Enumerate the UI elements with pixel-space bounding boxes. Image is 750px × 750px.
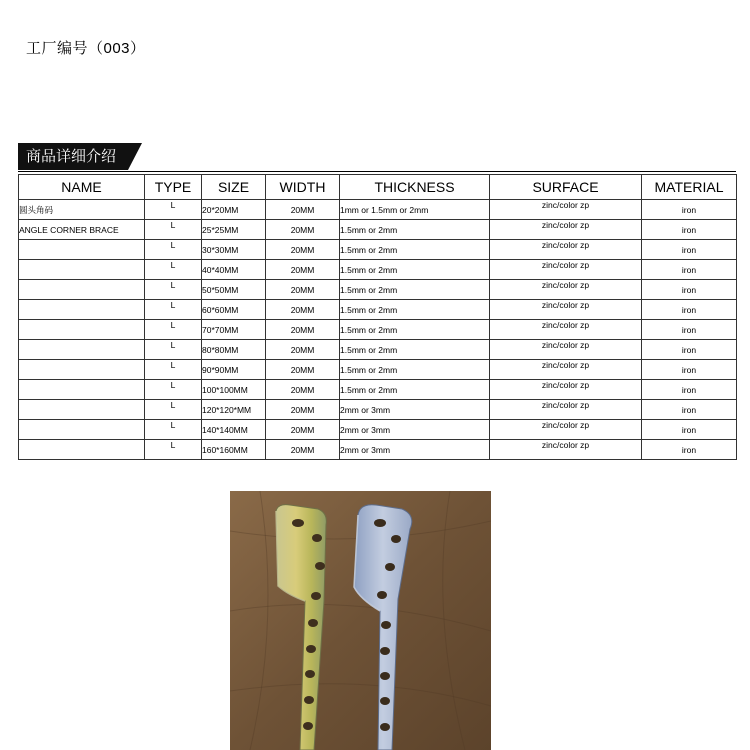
- cell-surface: zinc/color zp: [490, 220, 642, 240]
- cell-surface: zinc/color zp: [490, 240, 642, 260]
- cell-name: [19, 300, 145, 320]
- cell-material: iron: [642, 320, 737, 340]
- cell-surface: zinc/color zp: [490, 380, 642, 400]
- cell-name: [19, 440, 145, 460]
- cell-name: [19, 340, 145, 360]
- header-material: MATERIAL: [642, 175, 737, 200]
- cell-name: [19, 240, 145, 260]
- cell-width: 20MM: [266, 320, 340, 340]
- cell-material: iron: [642, 420, 737, 440]
- cell-type: L: [145, 360, 202, 380]
- cell-size: 30*30MM: [202, 240, 266, 260]
- cell-size: 60*60MM: [202, 300, 266, 320]
- cell-material: iron: [642, 300, 737, 320]
- cell-thickness: 1.5mm or 2mm: [340, 260, 490, 280]
- cell-type: L: [145, 300, 202, 320]
- cell-name: [19, 420, 145, 440]
- cell-size: 100*100MM: [202, 380, 266, 400]
- cell-surface: zinc/color zp: [490, 440, 642, 460]
- cell-thickness: 1.5mm or 2mm: [340, 280, 490, 300]
- cell-name: ANGLE CORNER BRACE: [19, 220, 145, 240]
- cell-type: L: [145, 420, 202, 440]
- cell-name: [19, 320, 145, 340]
- cell-surface: zinc/color zp: [490, 260, 642, 280]
- cell-name: [19, 360, 145, 380]
- cell-type: L: [145, 260, 202, 280]
- cell-size: 20*20MM: [202, 200, 266, 220]
- cell-material: iron: [642, 440, 737, 460]
- cell-surface: zinc/color zp: [490, 300, 642, 320]
- cell-thickness: 1.5mm or 2mm: [340, 240, 490, 260]
- cell-material: iron: [642, 260, 737, 280]
- cell-material: iron: [642, 380, 737, 400]
- cell-name: [19, 280, 145, 300]
- cell-size: 90*90MM: [202, 360, 266, 380]
- cell-thickness: 1.5mm or 2mm: [340, 380, 490, 400]
- spec-table: [18, 174, 737, 460]
- cell-width: 20MM: [266, 200, 340, 220]
- cell-material: iron: [642, 400, 737, 420]
- table-header-row: [19, 175, 737, 200]
- header-name: NAME: [19, 175, 145, 200]
- cell-surface: zinc/color zp: [490, 400, 642, 420]
- cell-size: 140*140MM: [202, 420, 266, 440]
- cell-size: 70*70MM: [202, 320, 266, 340]
- cell-type: L: [145, 400, 202, 420]
- table-row: [19, 280, 737, 300]
- cell-surface: zinc/color zp: [490, 320, 642, 340]
- table-row: [19, 440, 737, 460]
- cell-type: L: [145, 220, 202, 240]
- cell-thickness: 1.5mm or 2mm: [340, 220, 490, 240]
- table-row: [19, 320, 737, 340]
- cell-surface: zinc/color zp: [490, 360, 642, 380]
- cell-thickness: 1.5mm or 2mm: [340, 360, 490, 380]
- cell-type: L: [145, 340, 202, 360]
- cell-thickness: 2mm or 3mm: [340, 400, 490, 420]
- table-row: [19, 400, 737, 420]
- cell-material: iron: [642, 340, 737, 360]
- table-row: [19, 380, 737, 400]
- cell-width: 20MM: [266, 440, 340, 460]
- cell-surface: zinc/color zp: [490, 280, 642, 300]
- table-row: [19, 260, 737, 280]
- cell-name: [19, 260, 145, 280]
- cell-width: 20MM: [266, 380, 340, 400]
- cell-surface: zinc/color zp: [490, 420, 642, 440]
- cell-type: L: [145, 320, 202, 340]
- cell-width: 20MM: [266, 300, 340, 320]
- header-thickness: THICKNESS: [340, 175, 490, 200]
- cell-thickness: 1.5mm or 2mm: [340, 320, 490, 340]
- section-title: 商品详细介绍: [18, 143, 128, 170]
- table-row: [19, 200, 737, 220]
- cell-width: 20MM: [266, 220, 340, 240]
- cell-size: 25*25MM: [202, 220, 266, 240]
- table-row: [19, 240, 737, 260]
- cell-type: L: [145, 380, 202, 400]
- section-header: [18, 143, 736, 172]
- cell-material: iron: [642, 200, 737, 220]
- cell-width: 20MM: [266, 240, 340, 260]
- header-size: SIZE: [202, 175, 266, 200]
- header-type: TYPE: [145, 175, 202, 200]
- table-row: [19, 340, 737, 360]
- cell-width: 20MM: [266, 400, 340, 420]
- cell-thickness: 1mm or 1.5mm or 2mm: [340, 200, 490, 220]
- cell-name: [19, 400, 145, 420]
- table-row: [19, 220, 737, 240]
- cell-surface: zinc/color zp: [490, 200, 642, 220]
- cell-type: L: [145, 200, 202, 220]
- header-surface: SURFACE: [490, 175, 642, 200]
- cell-width: 20MM: [266, 420, 340, 440]
- table-row: [19, 300, 737, 320]
- cell-size: 120*120*MM: [202, 400, 266, 420]
- cell-size: 50*50MM: [202, 280, 266, 300]
- factory-code: 工厂编号（003）: [26, 40, 146, 57]
- cell-name: [19, 380, 145, 400]
- cell-material: iron: [642, 220, 737, 240]
- product-photo: [230, 491, 491, 750]
- cell-type: L: [145, 440, 202, 460]
- cell-size: 40*40MM: [202, 260, 266, 280]
- cell-type: L: [145, 280, 202, 300]
- cell-type: L: [145, 240, 202, 260]
- cell-size: 80*80MM: [202, 340, 266, 360]
- table-row: [19, 420, 737, 440]
- cell-thickness: 1.5mm or 2mm: [340, 300, 490, 320]
- cell-material: iron: [642, 360, 737, 380]
- cell-thickness: 2mm or 3mm: [340, 440, 490, 460]
- cell-thickness: 1.5mm or 2mm: [340, 340, 490, 360]
- table-row: [19, 360, 737, 380]
- cell-name: 圆头角码: [19, 200, 145, 220]
- cell-width: 20MM: [266, 280, 340, 300]
- cell-size: 160*160MM: [202, 440, 266, 460]
- cell-surface: zinc/color zp: [490, 340, 642, 360]
- cell-material: iron: [642, 280, 737, 300]
- cell-width: 20MM: [266, 340, 340, 360]
- header-width: WIDTH: [266, 175, 340, 200]
- cell-width: 20MM: [266, 260, 340, 280]
- cell-width: 20MM: [266, 360, 340, 380]
- cell-thickness: 2mm or 3mm: [340, 420, 490, 440]
- cell-material: iron: [642, 240, 737, 260]
